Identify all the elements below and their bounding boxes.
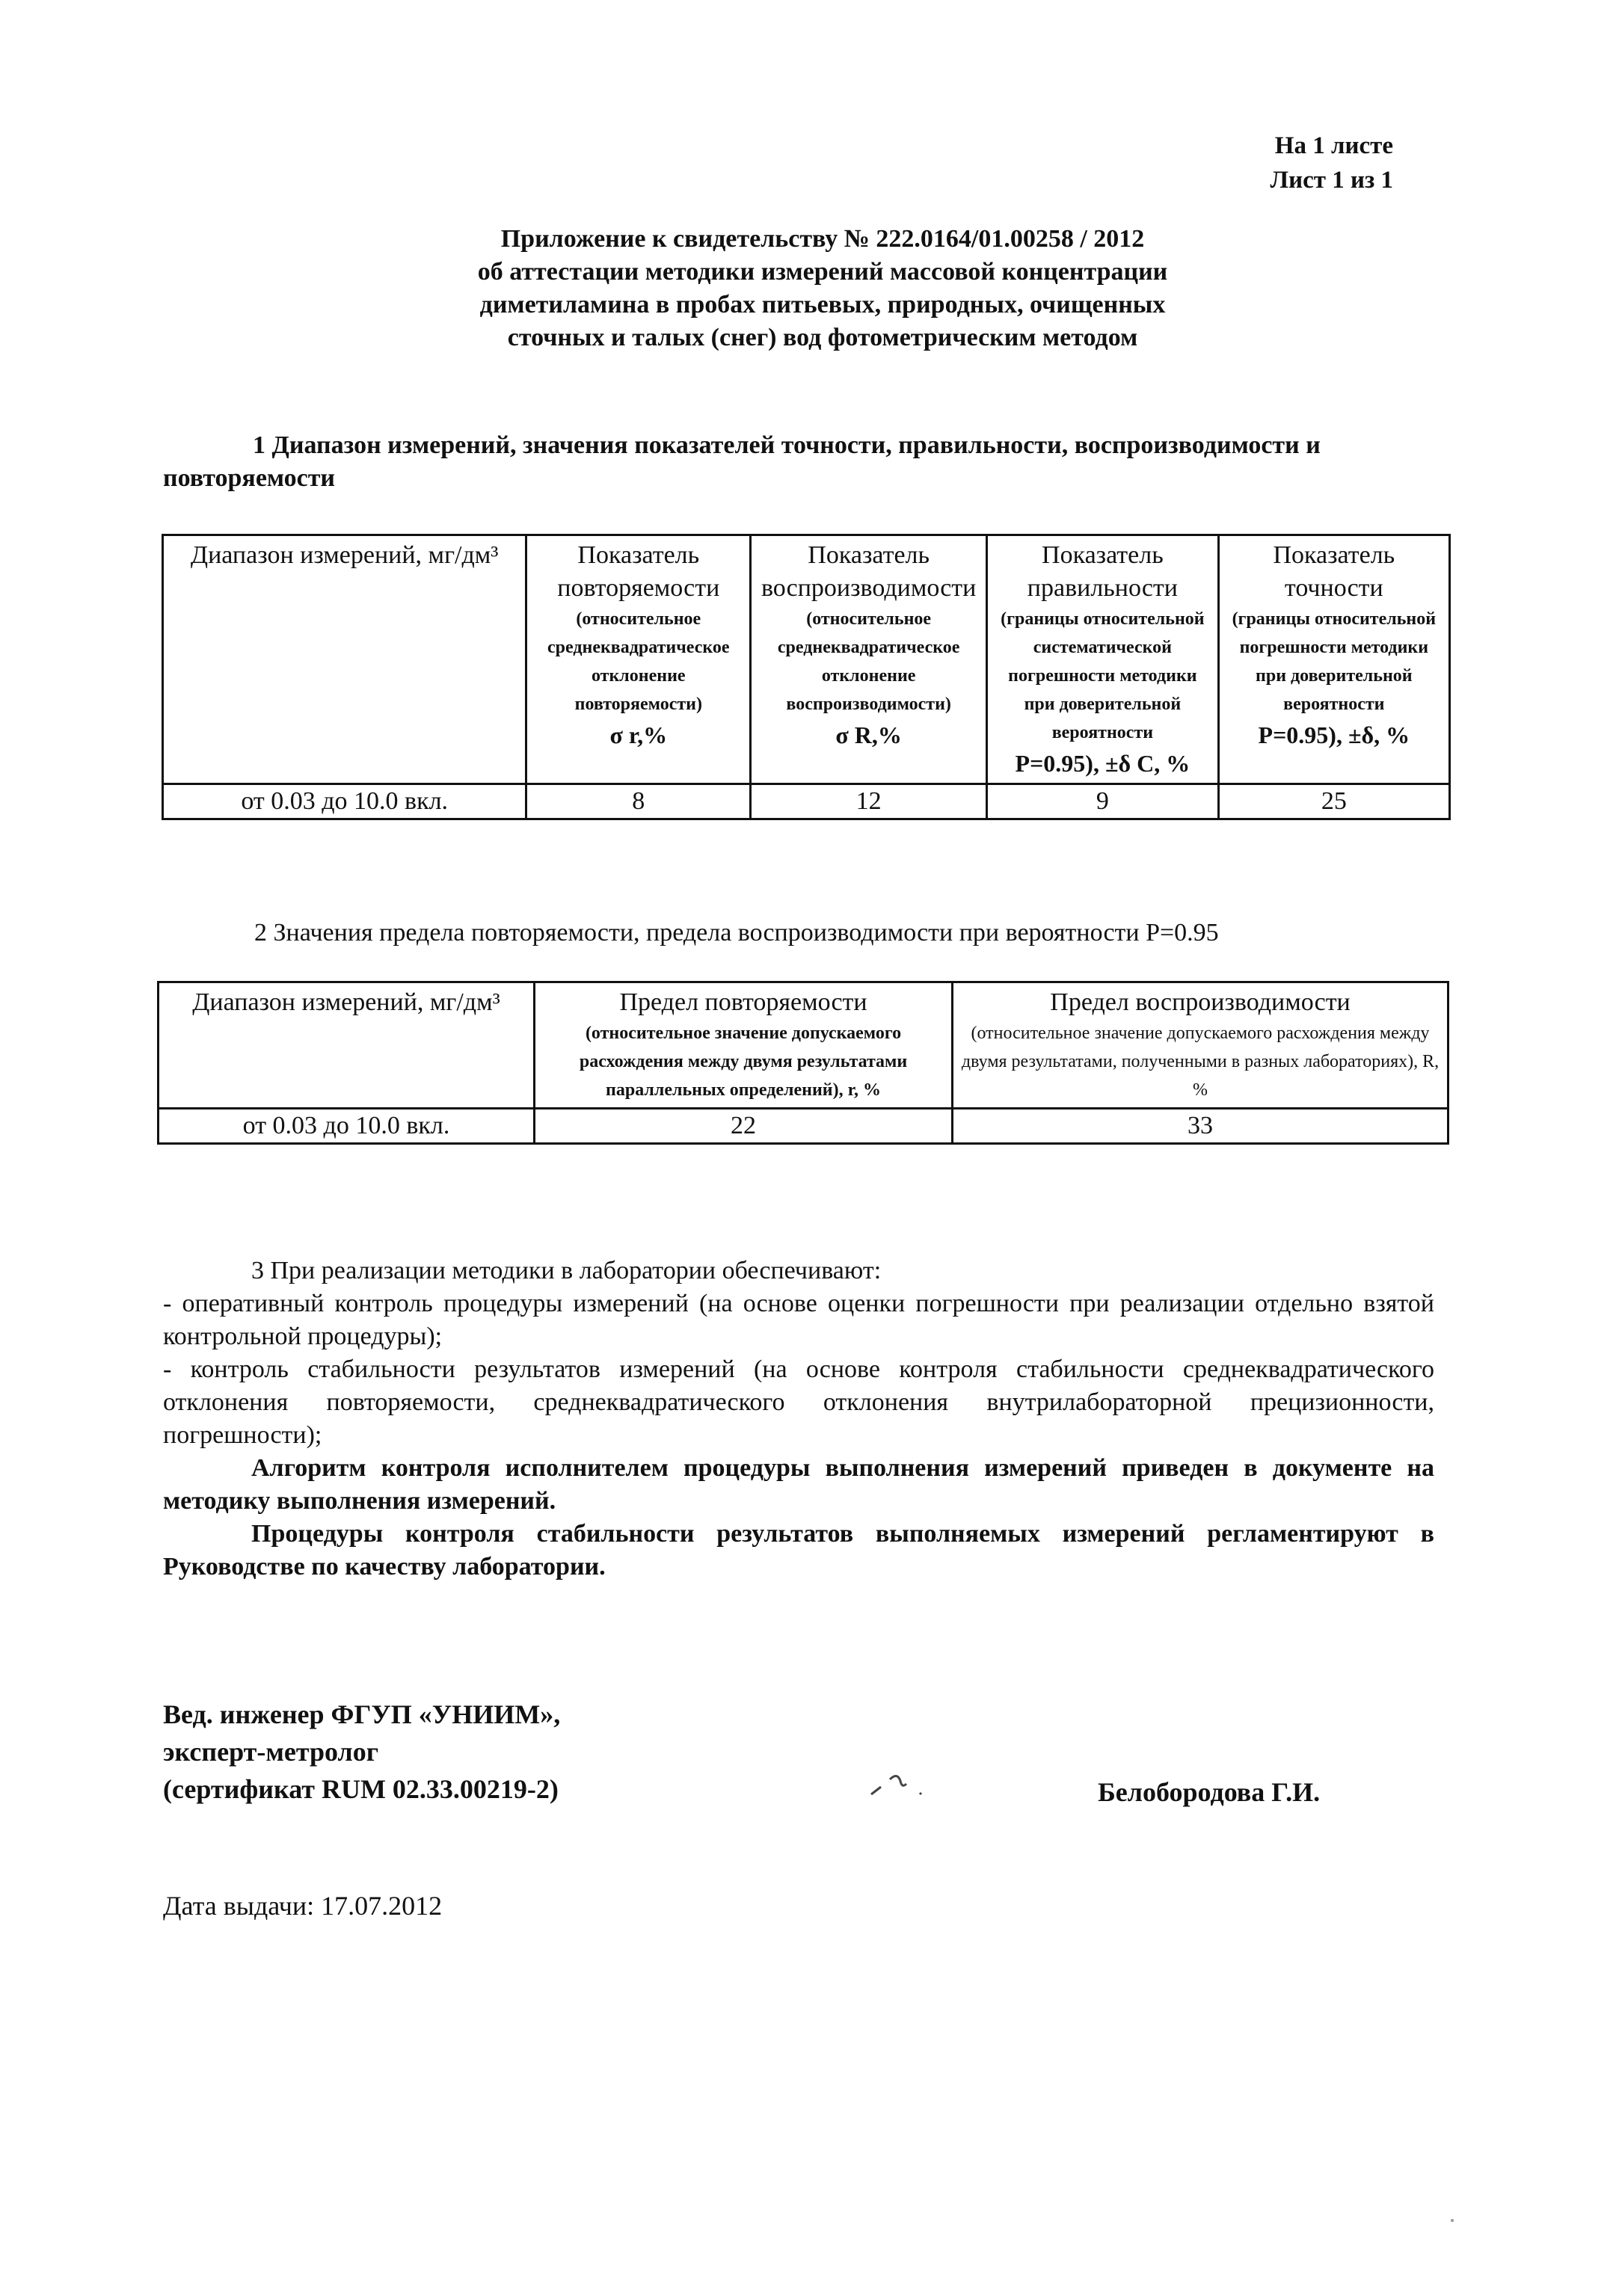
value-cell: 22 [535,1109,953,1144]
table-header-row [163,535,1450,784]
document-title [299,223,1346,354]
section1-heading: 1 Диапазон измерений, значения показателей точности, правильности, воспроизводимости и повторяемости [163,431,1321,492]
title-line: диметиламина в пробах питьевых, природных, очищенных [479,291,1166,318]
header-cell [159,982,535,1109]
title-line: об аттестации методики измерений массовой концентрации [477,258,1168,286]
list-item: - контроль стабильности результатов измерений (на основе контроля стабильности среднеквадратического отклонения повторяемости, среднеквадратического отклонения внутрилабораторной прецизионности, погрешности); [163,1355,1434,1449]
issue-date: Дата выдачи: 17.07.2012 [163,1891,443,1921]
table-row [163,784,1450,819]
sheet-number: Лист 1 из 1 [1270,167,1393,194]
range-cell: от 0.03 до 10.0 вкл. [163,784,526,819]
header-main: Показатель правильности [1027,541,1178,602]
sheet-info [1271,129,1393,197]
value-cell: 25 [1218,784,1449,819]
header-cell [1218,535,1449,784]
scan-speck [1451,2219,1454,2222]
section3-heading: 3 При реализации методики в лаборатории обеспечивают: [251,1257,882,1284]
signatory-block [163,1696,560,1808]
header-cell [526,535,751,784]
title-line: сточных и талых (снег) вод фотометрическим методом [507,324,1138,351]
header-sub: (относительное среднеквадратическое отклонение воспроизводимости) [777,609,960,714]
header-main: Диапазон измерений, мг/дм³ [190,541,499,569]
header-main: Показатель воспроизводимости [761,541,977,602]
header-symbol: σ r,% [609,721,668,748]
table-header-row [159,982,1448,1109]
section3-paragraph: Процедуры контроля стабильности результатов выполняемых измерений регламентируют в Руководстве по качеству лаборатории. [163,1520,1434,1581]
header-sub: (границы относительной систематической погрешности методики при доверительной вероятности [1001,609,1205,742]
section2-heading: 2 Значения предела повторяемости, предела воспроизводимости при вероятности P=0.95 [254,919,1219,947]
signatory-certificate: (сертификат RUM 02.33.00219-2) [163,1774,559,1804]
value-cell: 33 [953,1109,1448,1144]
header-cell [987,535,1219,784]
title-line: Приложение к свидетельству № 222.0164/01.00258 / 2012 [500,225,1145,253]
value-cell: 9 [987,784,1219,819]
header-main: Диапазон измерений, мг/дм³ [192,988,500,1016]
signatory-position: Вед. инженер ФГУП «УНИИМ», [163,1699,561,1729]
header-sub: (относительное среднеквадратическое отклонение повторяемости) [547,609,730,714]
value-cell: 12 [751,784,987,819]
signatory-name: Белобородова Г.И. [1098,1777,1321,1807]
range-cell: от 0.03 до 10.0 вкл. [159,1109,535,1144]
header-symbol: P=0.95), ±δ C, % [1015,750,1191,777]
signature-scribble-icon [867,1764,935,1802]
header-symbol: σ R,% [835,721,902,748]
header-cell [163,535,526,784]
table-row [159,1109,1448,1144]
header-symbol: P=0.95), ±δ, % [1258,721,1410,748]
header-sub: (границы относительной погрешности методики при доверительной вероятности [1232,609,1437,714]
header-cell [535,982,953,1109]
handwritten-signature [867,1764,935,1809]
header-main: Показатель точности [1273,541,1395,602]
header-sub: (относительное значение допускаемого расхождения между двумя результатами параллельных определений), r, % [579,1024,908,1100]
header-main: Предел воспроизводимости [1050,988,1351,1016]
value-cell: 8 [526,784,751,819]
header-cell [953,982,1448,1109]
header-main: Показатель повторяемости [557,541,720,602]
header-main: Предел повторяемости [619,988,867,1016]
section3 [163,1255,1434,1583]
accuracy-table [162,534,1451,820]
signatory-role: эксперт-метролог [163,1737,379,1767]
limits-table [157,981,1449,1145]
section3-paragraph: Алгоритм контроля исполнителем процедуры выполнения измерений приведен в документе на методику выполнения измерений. [163,1454,1434,1515]
header-cell [751,535,987,784]
sheets-count: На 1 листе [1274,132,1393,159]
header-sub: (относительное значение допускаемого расхождения между двумя результатами, полученными в разных лабораториях), R, % [961,1024,1440,1100]
list-item: - оперативный контроль процедуры измерений (на основе оценки погрешности при реализации отдельно взятой контрольной процедуры); [163,1290,1434,1350]
